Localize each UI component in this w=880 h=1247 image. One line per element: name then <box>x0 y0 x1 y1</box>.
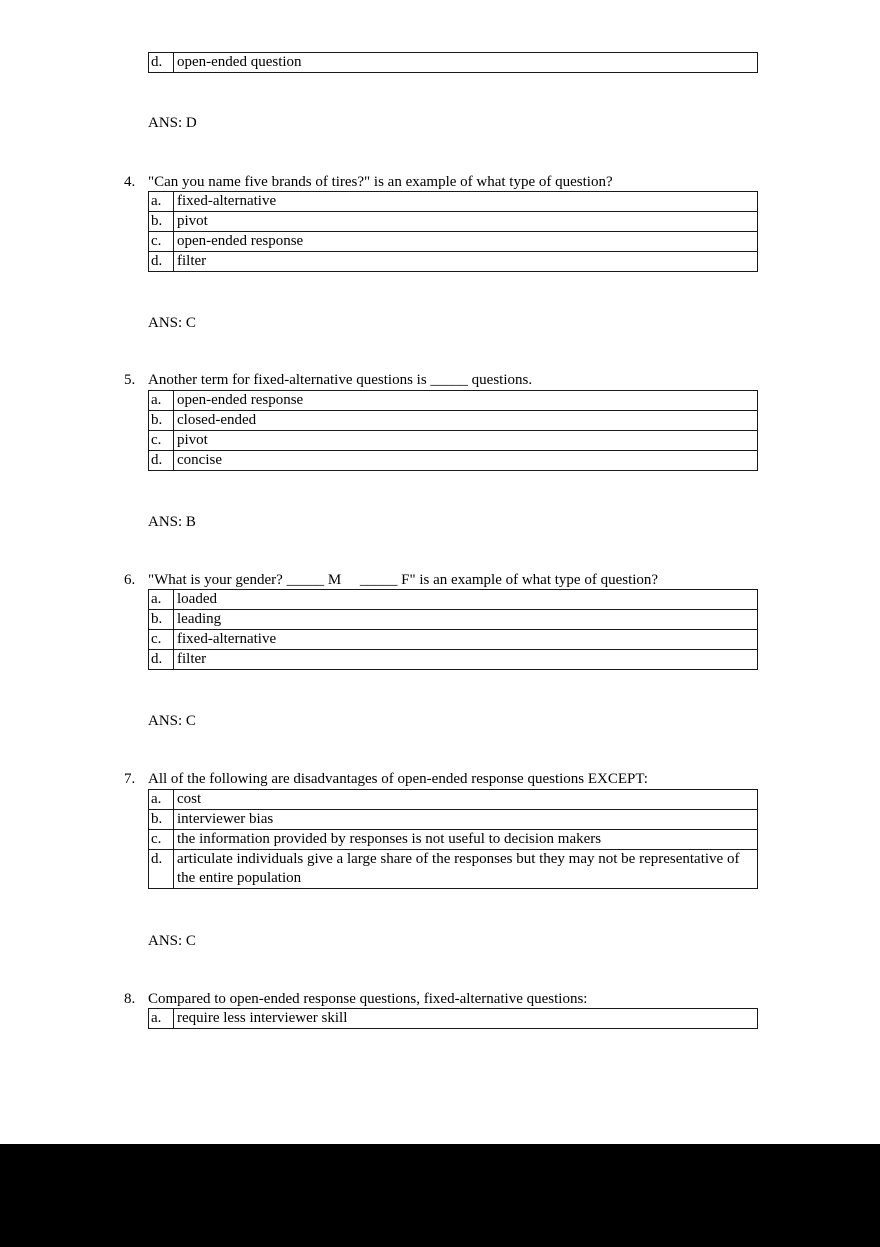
option-label: c. <box>149 431 174 451</box>
question-number: 8. <box>124 991 136 1007</box>
option-row <box>149 610 758 630</box>
options-table-q4 <box>148 191 758 272</box>
option-row <box>149 1009 758 1029</box>
options-table-q6 <box>148 589 758 670</box>
option-text: concise <box>174 451 758 471</box>
page-bottom-black-band <box>0 1144 880 1247</box>
option-text: interviewer bias <box>174 810 758 830</box>
option-text: require less interviewer skill <box>174 1009 758 1029</box>
option-label: b. <box>149 212 174 232</box>
option-row <box>149 252 758 272</box>
question-text: Another term for fixed-alternative questions is _____ questions. <box>148 372 533 388</box>
option-text: filter <box>174 650 758 670</box>
option-row <box>149 391 758 411</box>
option-label: d. <box>149 451 174 471</box>
option-row <box>149 53 758 73</box>
question-text: "Can you name five brands of tires?" is an example of what type of question? <box>148 174 613 190</box>
option-label: c. <box>149 630 174 650</box>
option-label: a. <box>149 590 174 610</box>
option-text: open-ended response <box>174 232 758 252</box>
answer-q6: ANS: C <box>148 713 196 729</box>
answer-q4: ANS: C <box>148 315 196 331</box>
option-row <box>149 411 758 431</box>
question-text: "What is your gender? _____ M _____ F" is an example of what type of question? <box>148 572 659 588</box>
option-text: open-ended response <box>174 391 758 411</box>
option-row <box>149 431 758 451</box>
option-label: a. <box>149 1009 174 1029</box>
question-number: 4. <box>124 174 136 190</box>
option-label: d. <box>149 53 174 73</box>
answer-q7: ANS: C <box>148 933 196 949</box>
option-row <box>149 590 758 610</box>
option-row <box>149 630 758 650</box>
option-row <box>149 810 758 830</box>
option-label: c. <box>149 830 174 850</box>
options-table-q8 <box>148 1008 758 1029</box>
option-row <box>149 790 758 810</box>
option-label: a. <box>149 192 174 212</box>
option-text: the information provided by responses is not useful to decision makers <box>174 830 758 850</box>
option-text: filter <box>174 252 758 272</box>
options-table-q7 <box>148 789 758 889</box>
option-label: d. <box>149 252 174 272</box>
option-label: b. <box>149 610 174 630</box>
question-text: Compared to open-ended response questions, fixed-alternative questions: <box>148 991 588 1007</box>
option-text: fixed-alternative <box>174 192 758 212</box>
option-label: a. <box>149 790 174 810</box>
option-row <box>149 830 758 850</box>
option-row <box>149 212 758 232</box>
answer-q3: ANS: D <box>148 115 197 131</box>
question-text: All of the following are disadvantages of open-ended response questions EXCEPT: <box>148 771 648 787</box>
option-row <box>149 451 758 471</box>
option-text: articulate individuals give a large share of the responses but they may not be representative of the entire population <box>174 850 758 889</box>
question-number: 5. <box>124 372 136 388</box>
options-table-q3 <box>148 52 758 73</box>
question-number: 7. <box>124 771 136 787</box>
option-label: b. <box>149 810 174 830</box>
option-text: open-ended question <box>174 53 758 73</box>
option-label: d. <box>149 850 174 889</box>
answer-q5: ANS: B <box>148 514 196 530</box>
option-text: pivot <box>174 431 758 451</box>
option-row <box>149 650 758 670</box>
option-row <box>149 850 758 889</box>
option-row <box>149 232 758 252</box>
option-text: pivot <box>174 212 758 232</box>
option-text: closed-ended <box>174 411 758 431</box>
option-label: d. <box>149 650 174 670</box>
option-text: loaded <box>174 590 758 610</box>
question-number: 6. <box>124 572 136 588</box>
option-text: cost <box>174 790 758 810</box>
option-text: fixed-alternative <box>174 630 758 650</box>
options-table-q5 <box>148 390 758 471</box>
option-row <box>149 192 758 212</box>
option-label: b. <box>149 411 174 431</box>
option-label: c. <box>149 232 174 252</box>
option-label: a. <box>149 391 174 411</box>
option-text: leading <box>174 610 758 630</box>
